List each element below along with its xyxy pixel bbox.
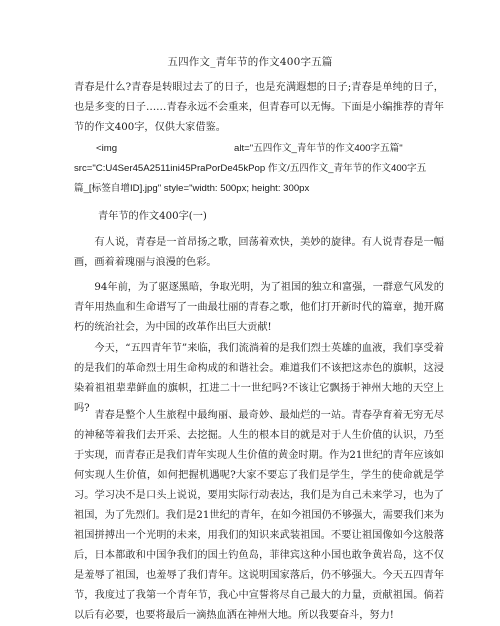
body-paragraph-2: 94年前，为了驱逐黑暗，争取光明，为了祖国的独立和富强，一群意气风发的青年用热血和生命谱写了一曲最壮丽的青春之歌，他们打开新时代的篇章，抛开腐朽的统治社会，为中国的改革作出巨大贡献! [74,282,444,333]
img-alt-attr: alt="五四作文_青年节的作文400字五篇" [234,143,403,154]
img-src-attr: src="C:U4Ser45A2511ini45PraPorDe45kPop 作文/五四作文_青年节的作文400字五篇_[标签自增ID].jpg" style="width: 500px; height: 300px [74,163,427,194]
image-tag-text [74,139,434,159]
section-heading: 青年节的作文400字(一) [98,211,207,222]
intro-paragraph: 青春是什么?青春是转眼过去了的日子，也是充满遐想的日子;青春是单纯的日子，也是多变的日子……青春永远不会重来，但青春可以无悔。下面是小编推荐的青年节的作文400字，仅供大家借鉴。 [74,82,444,133]
document-title: 五四作文_青年节的作文400字五篇 [167,56,333,68]
body-paragraph-4: 青春是整个人生旅程中最绚丽、最奇妙、最灿烂的一站。青春孕育着无穷无尽的神秘等着我们去开采、去挖掘。人生的根本目的就是对于人生价值的认识，乃至于实现，而青春正是我们青年实现人生价值的黄金时期。作为21世纪的青年应该如何实现人生价值，如何把握机遇呢?大家不要忘了我们是学生，学生的使命就是学习。学习决不是口头上说说，要用实际行动表达，我们是为自己未来学习，也为了祖国，为了先烈们。我们是21世纪的青年，在如今祖国仍不够强大，需要我们来为祖国拼搏出一个光明的未来，用我们的知识来武装祖国。不要让祖国像如今这般落后，日本都敢和中国争我们的国土钓鱼岛，菲律宾这种小国也敢争黄岩岛，这不仅是羞辱了祖国，也羞辱了我们青年。这说明国家落后，仍不够强大。今天五四青年节，我度过了我第一个青年节，我心中宣誓将尽自己最大的力量，贡献祖国。倘若以后有必要，也要将最后一滴热血洒在神州大地。所以我要奋斗，努力! [74,410,444,621]
body-paragraph-1: 有人说，青春是一首昂扬之歌，回荡着欢快，美妙的旋律。有人说青春是一幅画，画着着瑰丽与浪漫的色彩。 [74,237,444,268]
img-tag-open: <img [96,143,118,154]
body-paragraph-3: 今天，“五四青年节”来临，我们流淌着的是我们烈士英雄的血液，我们享受着的是我们的革命烈士用生命构成的和谐社会。难道我们不该把这赤色的旗帜，这浸染着祖祖辈辈鲜血的旗帜，扛进二十一世纪吗?不该让它飘扬于神州大地的天空上吗? [74,343,444,414]
